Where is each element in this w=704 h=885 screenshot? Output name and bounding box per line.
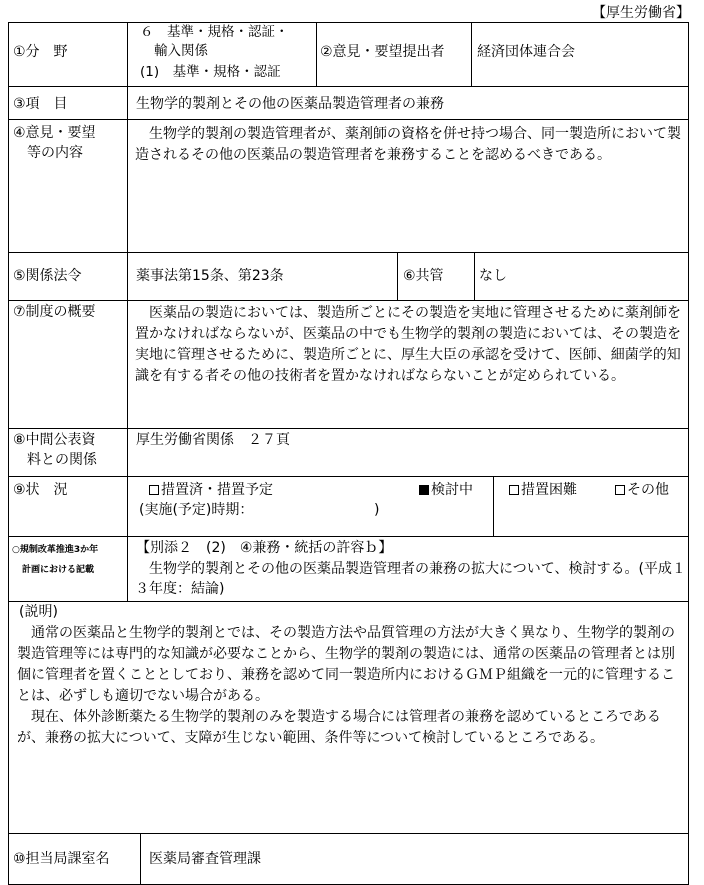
plan-text: 生物学的製剤とその他の医薬品製造管理者の兼務の拡大について、検討する。(平成１３年度：結論) (135, 561, 686, 597)
item-value: 生物学的製剤とその他の医薬品製造管理者の兼務 (136, 96, 444, 112)
submitter-label: ②意見・要望提出者 (320, 44, 445, 60)
checked-checkbox-icon (419, 485, 429, 495)
status-option-review: 検討中 (419, 481, 473, 500)
jurisdiction-value: なし (479, 268, 507, 284)
checkbox-icon (149, 485, 159, 495)
status-schedule-label: (実施(予定)時期： (139, 502, 254, 518)
status-schedule-close: ) (374, 502, 380, 518)
explanation-heading: (説明) (19, 604, 58, 620)
plan-reference: 【別添２ (2) ④兼務・統括の許容ｂ】 (136, 540, 393, 556)
request-label-line2: 等の内容 (27, 145, 83, 161)
law-label: ⑤関係法令 (13, 268, 82, 284)
field-value-line1: ６ 基準・規格・認証・ (140, 24, 289, 40)
office-value: 医薬局審査管理課 (149, 851, 261, 867)
overview-label: ⑦制度の概要 (13, 304, 96, 320)
request-form-table (8, 22, 689, 885)
submitter-value: 経済団体連合会 (477, 44, 575, 60)
status-label: ⑨状 況 (13, 482, 68, 498)
plan-label-line2: 計画における記載 (22, 565, 95, 575)
status-option-difficult: 措置困難 (509, 481, 577, 500)
field-label: ①分 野 (13, 44, 68, 60)
plan-label-line1: ○規制改革推進3か年 (12, 545, 99, 555)
office-label: ⑩担当局課室名 (13, 851, 110, 867)
item-label: ③項 目 (13, 96, 68, 112)
overview-text: 医薬品の製造においては、製造所ごとにその製造を実地に管理させるために薬剤師を置かなければならないが、医薬品の中でも生物学的製剤の製造においては、その製造を実地に管理させるために、製造所ごとに、厚生大臣の承認を受けて、医師、細菌学的知識を有する者その他の技術者を置かなければならないことが定められている。 (135, 305, 681, 384)
field-value-line3: (1) 基準・規格・認証 (140, 64, 281, 80)
checkbox-icon (509, 485, 519, 495)
status-option-done: 措置済・措置予定 (149, 481, 273, 500)
checkbox-icon (615, 485, 625, 495)
status-option-other: その他 (615, 481, 669, 500)
explanation-paragraph: 現在、体外診断薬たる生物学的製剤のみを製造する場合には管理者の兼務を認めているところであるが、兼務の拡大について、支障が生じない範囲、条件等について検討しているところである。 (17, 709, 661, 746)
jurisdiction-label: ⑥共管 (403, 268, 444, 284)
interim-label-line1: ⑧中間公表資 (13, 432, 96, 448)
law-value: 薬事法第15条、第23条 (136, 268, 284, 284)
field-value-line2: 輸入関係 (154, 43, 208, 59)
ministry-header: 【厚生労働省】 (592, 5, 690, 21)
interim-value: 厚生労働省関係 ２７頁 (136, 432, 290, 448)
request-label-line1: ④意見・要望 (13, 125, 96, 141)
explanation-paragraph: 通常の医薬品と生物学的製剤とでは、その製造方法や品質管理の方法が大きく異なり、生物学的製剤の製造管理等には専門的な知識が必要なことから、生物学的製剤の製造には、通常の医薬品の管理者とは別個に管理者を置くこととしており、兼務を認めて同一製造所内におけるＧＭＰ組織を一元的に管理することは、必ずしも適切でない場合がある。 (17, 625, 675, 704)
interim-label-line2: 料との関係 (27, 452, 97, 468)
request-text: 生物学的製剤の製造管理者が、薬剤師の資格を併せ持つ場合、同一製造所において製造されるその他の医薬品の製造管理者を兼務することを認めるべきである。 (135, 126, 681, 163)
